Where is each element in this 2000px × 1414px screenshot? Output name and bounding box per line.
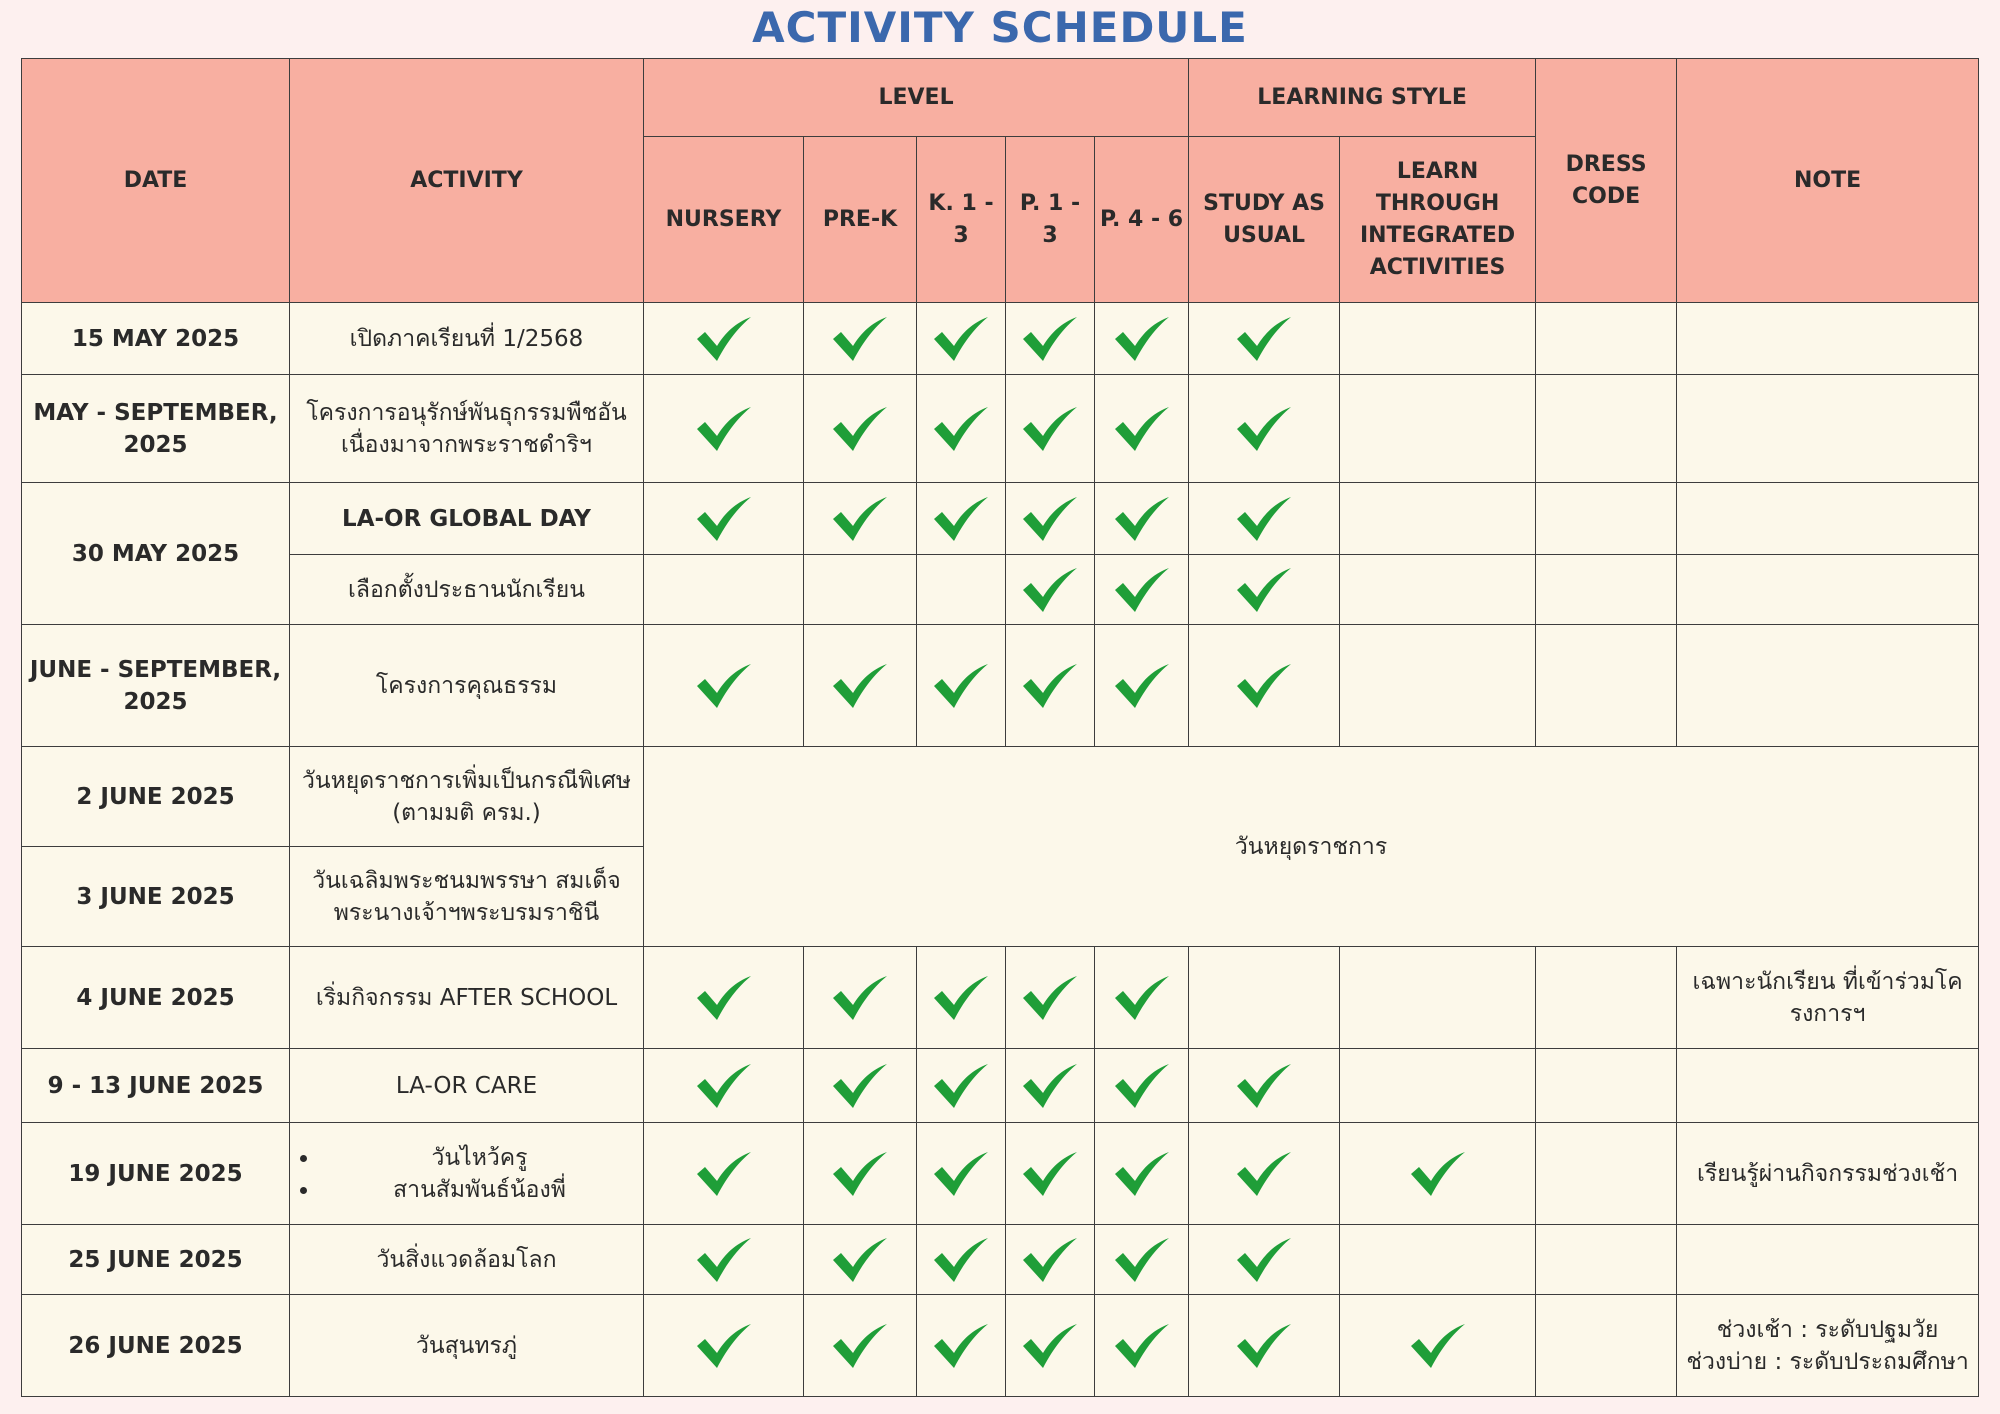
check-cell-prek (804, 1049, 917, 1123)
check-cell-learn-integrated (1340, 1295, 1536, 1397)
check-cell-study-as-usual (1189, 303, 1340, 375)
check-cell-study-as-usual (1189, 1123, 1340, 1225)
checkmark-icon (932, 405, 990, 453)
check-cell-prek (804, 375, 917, 483)
note-cell (1677, 1225, 1979, 1295)
checkmark-icon (1113, 1150, 1171, 1198)
date-cell: 30 MAY 2025 (22, 483, 290, 625)
check-cell-prek (804, 947, 917, 1049)
header-study-as-usual: STUDY AS USUAL (1189, 137, 1340, 303)
checkmark-icon (695, 315, 753, 363)
checkmark-icon (1235, 495, 1293, 543)
check-cell-learn-integrated (1340, 555, 1536, 625)
header-learn-integrated: LEARN THROUGH INTEGRATED ACTIVITIES (1340, 137, 1536, 303)
check-cell-study-as-usual (1189, 483, 1340, 555)
check-cell-learn-integrated (1340, 1123, 1536, 1225)
checkmark-icon (1021, 662, 1079, 710)
activity-cell (290, 1123, 644, 1225)
check-cell-k13 (917, 625, 1006, 747)
checkmark-icon (695, 405, 753, 453)
dress-code-cell (1536, 303, 1677, 375)
date-cell: MAY - SEPTEMBER, 2025 (22, 375, 290, 483)
date-cell: 19 JUNE 2025 (22, 1123, 290, 1225)
check-cell-nursery (644, 483, 804, 555)
header-prek: PRE-K (804, 137, 917, 303)
checkmark-icon (1409, 1322, 1467, 1370)
table-row (22, 303, 1979, 375)
check-cell-p13 (1006, 1295, 1095, 1397)
activity-cell: วันสิ่งแวดล้อมโลก (290, 1225, 644, 1295)
note-line: ช่วงบ่าย : ระดับประถมศึกษา (1686, 1348, 1969, 1375)
checkmark-icon (1021, 315, 1079, 363)
check-cell-k13 (917, 947, 1006, 1049)
check-cell-nursery (644, 1295, 804, 1397)
activity-cell: วันเฉลิมพระชนมพรรษา สมเด็จพระนางเจ้าฯพระบรมราชินี (290, 847, 644, 947)
checkmark-icon (1113, 315, 1171, 363)
checkmark-icon (1021, 1322, 1079, 1370)
check-cell-study-as-usual (1189, 555, 1340, 625)
header-learning-style: LEARNING STYLE (1189, 59, 1536, 137)
checkmark-icon (831, 405, 889, 453)
check-cell-learn-integrated (1340, 1225, 1536, 1295)
checkmark-icon (831, 315, 889, 363)
checkmark-icon (1021, 495, 1079, 543)
checkmark-icon (1021, 974, 1079, 1022)
checkmark-icon (1113, 405, 1171, 453)
check-cell-study-as-usual (1189, 625, 1340, 747)
checkmark-icon (932, 1236, 990, 1284)
date-cell: 9 - 13 JUNE 2025 (22, 1049, 290, 1123)
date-cell: JUNE - SEPTEMBER, 2025 (22, 625, 290, 747)
checkmark-icon (1235, 1150, 1293, 1198)
table-row (22, 1295, 1979, 1397)
checkmark-icon (1113, 566, 1171, 614)
check-cell-learn-integrated (1340, 1049, 1536, 1123)
check-cell-k13 (917, 1295, 1006, 1397)
check-cell-nursery (644, 947, 804, 1049)
checkmark-icon (932, 1062, 990, 1110)
holiday-cell: วันหยุดราชการ (644, 747, 1979, 947)
activity-cell: วันสุนทรภู่ (290, 1295, 644, 1397)
header-dress-code: DRESS CODE (1536, 59, 1677, 303)
activity-cell: LA-OR GLOBAL DAY (290, 483, 644, 555)
checkmark-icon (1021, 405, 1079, 453)
check-cell-p13 (1006, 555, 1095, 625)
table-row (22, 625, 1979, 747)
check-cell-k13 (917, 1123, 1006, 1225)
checkmark-icon (932, 495, 990, 543)
checkmark-icon (1235, 662, 1293, 710)
check-cell-learn-integrated (1340, 483, 1536, 555)
checkmark-icon (1235, 566, 1293, 614)
note-cell (1677, 303, 1979, 375)
checkmark-icon (932, 1150, 990, 1198)
check-cell-p46 (1095, 1123, 1189, 1225)
activity-cell: โครงการคุณธรรม (290, 625, 644, 747)
checkmark-icon (932, 1322, 990, 1370)
check-cell-learn-integrated (1340, 303, 1536, 375)
checkmark-icon (1235, 315, 1293, 363)
check-cell-p13 (1006, 625, 1095, 747)
check-cell-p46 (1095, 483, 1189, 555)
check-cell-prek (804, 483, 917, 555)
checkmark-icon (1235, 1062, 1293, 1110)
checkmark-icon (695, 495, 753, 543)
check-cell-prek (804, 1123, 917, 1225)
check-cell-nursery (644, 1225, 804, 1295)
date-cell: 3 JUNE 2025 (22, 847, 290, 947)
note-cell (1677, 1049, 1979, 1123)
table-row (22, 483, 1979, 555)
check-cell-nursery (644, 625, 804, 747)
check-cell-k13 (917, 375, 1006, 483)
note-cell (1677, 1295, 1979, 1397)
note-cell: เฉพาะนักเรียน ที่เข้าร่วมโครงการฯ (1677, 947, 1979, 1049)
header-note: NOTE (1677, 59, 1979, 303)
note-line: ช่วงเช้า : ระดับปฐมวัย (1716, 1316, 1939, 1343)
checkmark-icon (1021, 566, 1079, 614)
check-cell-prek (804, 303, 917, 375)
checkmark-icon (1021, 1150, 1079, 1198)
check-cell-p46 (1095, 625, 1189, 747)
header-p13: P. 1 - 3 (1006, 137, 1095, 303)
check-cell-nursery (644, 1123, 804, 1225)
check-cell-learn-integrated (1340, 625, 1536, 747)
check-cell-study-as-usual (1189, 1049, 1340, 1123)
check-cell-prek (804, 1225, 917, 1295)
checkmark-icon (1113, 495, 1171, 543)
checkmark-icon (831, 1322, 889, 1370)
dress-code-cell (1536, 1295, 1677, 1397)
check-cell-p46 (1095, 375, 1189, 483)
check-cell-p46 (1095, 303, 1189, 375)
check-cell-k13 (917, 1049, 1006, 1123)
checkmark-icon (1235, 1322, 1293, 1370)
header-activity: ACTIVITY (290, 59, 644, 303)
table-row (22, 1049, 1979, 1123)
date-cell: 25 JUNE 2025 (22, 1225, 290, 1295)
table-row (22, 947, 1979, 1049)
check-cell-study-as-usual (1189, 1295, 1340, 1397)
table-row (22, 1123, 1979, 1225)
check-cell-nursery (644, 555, 804, 625)
check-cell-study-as-usual (1189, 1225, 1340, 1295)
check-cell-p13 (1006, 947, 1095, 1049)
check-cell-p13 (1006, 483, 1095, 555)
page-title: ACTIVITY SCHEDULE (752, 3, 1248, 52)
checkmark-icon (831, 495, 889, 543)
checkmark-icon (695, 1062, 753, 1110)
table-row (22, 375, 1979, 483)
activity-cell: โครงการอนุรักษ์พันธุกรรมพืชอันเนื่องมาจากพระราชดำริฯ (290, 375, 644, 483)
checkmark-icon (1235, 405, 1293, 453)
check-cell-k13 (917, 303, 1006, 375)
dress-code-cell (1536, 625, 1677, 747)
note-cell (1677, 625, 1979, 747)
dress-code-cell (1536, 1225, 1677, 1295)
check-cell-k13 (917, 483, 1006, 555)
table-row (22, 555, 1979, 625)
activity-item: • สานสัมพันธ์น้องพี่ (320, 1174, 639, 1206)
check-cell-nursery (644, 1049, 804, 1123)
note-cell (1677, 375, 1979, 483)
checkmark-icon (932, 974, 990, 1022)
checkmark-icon (695, 1236, 753, 1284)
note-cell: เรียนรู้ผ่านกิจกรรมช่วงเช้า (1677, 1123, 1979, 1225)
schedule-table (21, 58, 1979, 1397)
checkmark-icon (1113, 662, 1171, 710)
table-row (22, 747, 1979, 847)
activity-cell: เริ่มกิจกรรม AFTER SCHOOL (290, 947, 644, 1049)
activity-cell: เลือกตั้งประธานนักเรียน (290, 555, 644, 625)
checkmark-icon (695, 974, 753, 1022)
activity-cell: LA-OR CARE (290, 1049, 644, 1123)
check-cell-p46 (1095, 1049, 1189, 1123)
checkmark-icon (695, 1150, 753, 1198)
date-cell: 4 JUNE 2025 (22, 947, 290, 1049)
checkmark-icon (831, 1236, 889, 1284)
table-row (22, 1225, 1979, 1295)
header-p46: P. 4 - 6 (1095, 137, 1189, 303)
dress-code-cell (1536, 555, 1677, 625)
check-cell-nursery (644, 303, 804, 375)
check-cell-k13 (917, 1225, 1006, 1295)
activity-list (294, 1142, 639, 1206)
date-cell: 15 MAY 2025 (22, 303, 290, 375)
checkmark-icon (831, 1150, 889, 1198)
checkmark-icon (1113, 1322, 1171, 1370)
dress-code-cell (1536, 1049, 1677, 1123)
note-cell (1677, 555, 1979, 625)
checkmark-icon (1409, 1150, 1467, 1198)
header-date: DATE (22, 59, 290, 303)
dress-code-cell (1536, 947, 1677, 1049)
check-cell-prek (804, 1295, 917, 1397)
checkmark-icon (831, 662, 889, 710)
header-k13: K. 1 - 3 (917, 137, 1006, 303)
check-cell-prek (804, 625, 917, 747)
checkmark-icon (1113, 974, 1171, 1022)
check-cell-k13 (917, 555, 1006, 625)
checkmark-icon (932, 315, 990, 363)
activity-cell: เปิดภาคเรียนที่ 1/2568 (290, 303, 644, 375)
check-cell-p13 (1006, 1123, 1095, 1225)
check-cell-p13 (1006, 1225, 1095, 1295)
check-cell-p13 (1006, 375, 1095, 483)
check-cell-study-as-usual (1189, 375, 1340, 483)
check-cell-study-as-usual (1189, 947, 1340, 1049)
check-cell-p13 (1006, 1049, 1095, 1123)
checkmark-icon (1021, 1062, 1079, 1110)
header-level: LEVEL (644, 59, 1189, 137)
check-cell-p46 (1095, 1295, 1189, 1397)
checkmark-icon (695, 662, 753, 710)
dress-code-cell (1536, 483, 1677, 555)
check-cell-prek (804, 555, 917, 625)
date-cell: 26 JUNE 2025 (22, 1295, 290, 1397)
checkmark-icon (695, 1322, 753, 1370)
checkmark-icon (1021, 1236, 1079, 1284)
check-cell-p46 (1095, 1225, 1189, 1295)
schedule-body (22, 303, 1979, 1397)
checkmark-icon (1113, 1062, 1171, 1110)
check-cell-p46 (1095, 947, 1189, 1049)
checkmark-icon (831, 974, 889, 1022)
check-cell-p46 (1095, 555, 1189, 625)
checkmark-icon (932, 662, 990, 710)
check-cell-nursery (644, 375, 804, 483)
check-cell-learn-integrated (1340, 375, 1536, 483)
checkmark-icon (1113, 1236, 1171, 1284)
activity-cell: วันหยุดราชการเพิ่มเป็นกรณีพิเศษ (ตามมติ ครม.) (290, 747, 644, 847)
activity-item: • วันไหว้ครู (320, 1142, 639, 1174)
date-cell: 2 JUNE 2025 (22, 747, 290, 847)
dress-code-cell (1536, 375, 1677, 483)
check-cell-learn-integrated (1340, 947, 1536, 1049)
checkmark-icon (831, 1062, 889, 1110)
dress-code-cell (1536, 1123, 1677, 1225)
checkmark-icon (1235, 1236, 1293, 1284)
header-nursery: NURSERY (644, 137, 804, 303)
note-cell (1677, 483, 1979, 555)
check-cell-p13 (1006, 303, 1095, 375)
